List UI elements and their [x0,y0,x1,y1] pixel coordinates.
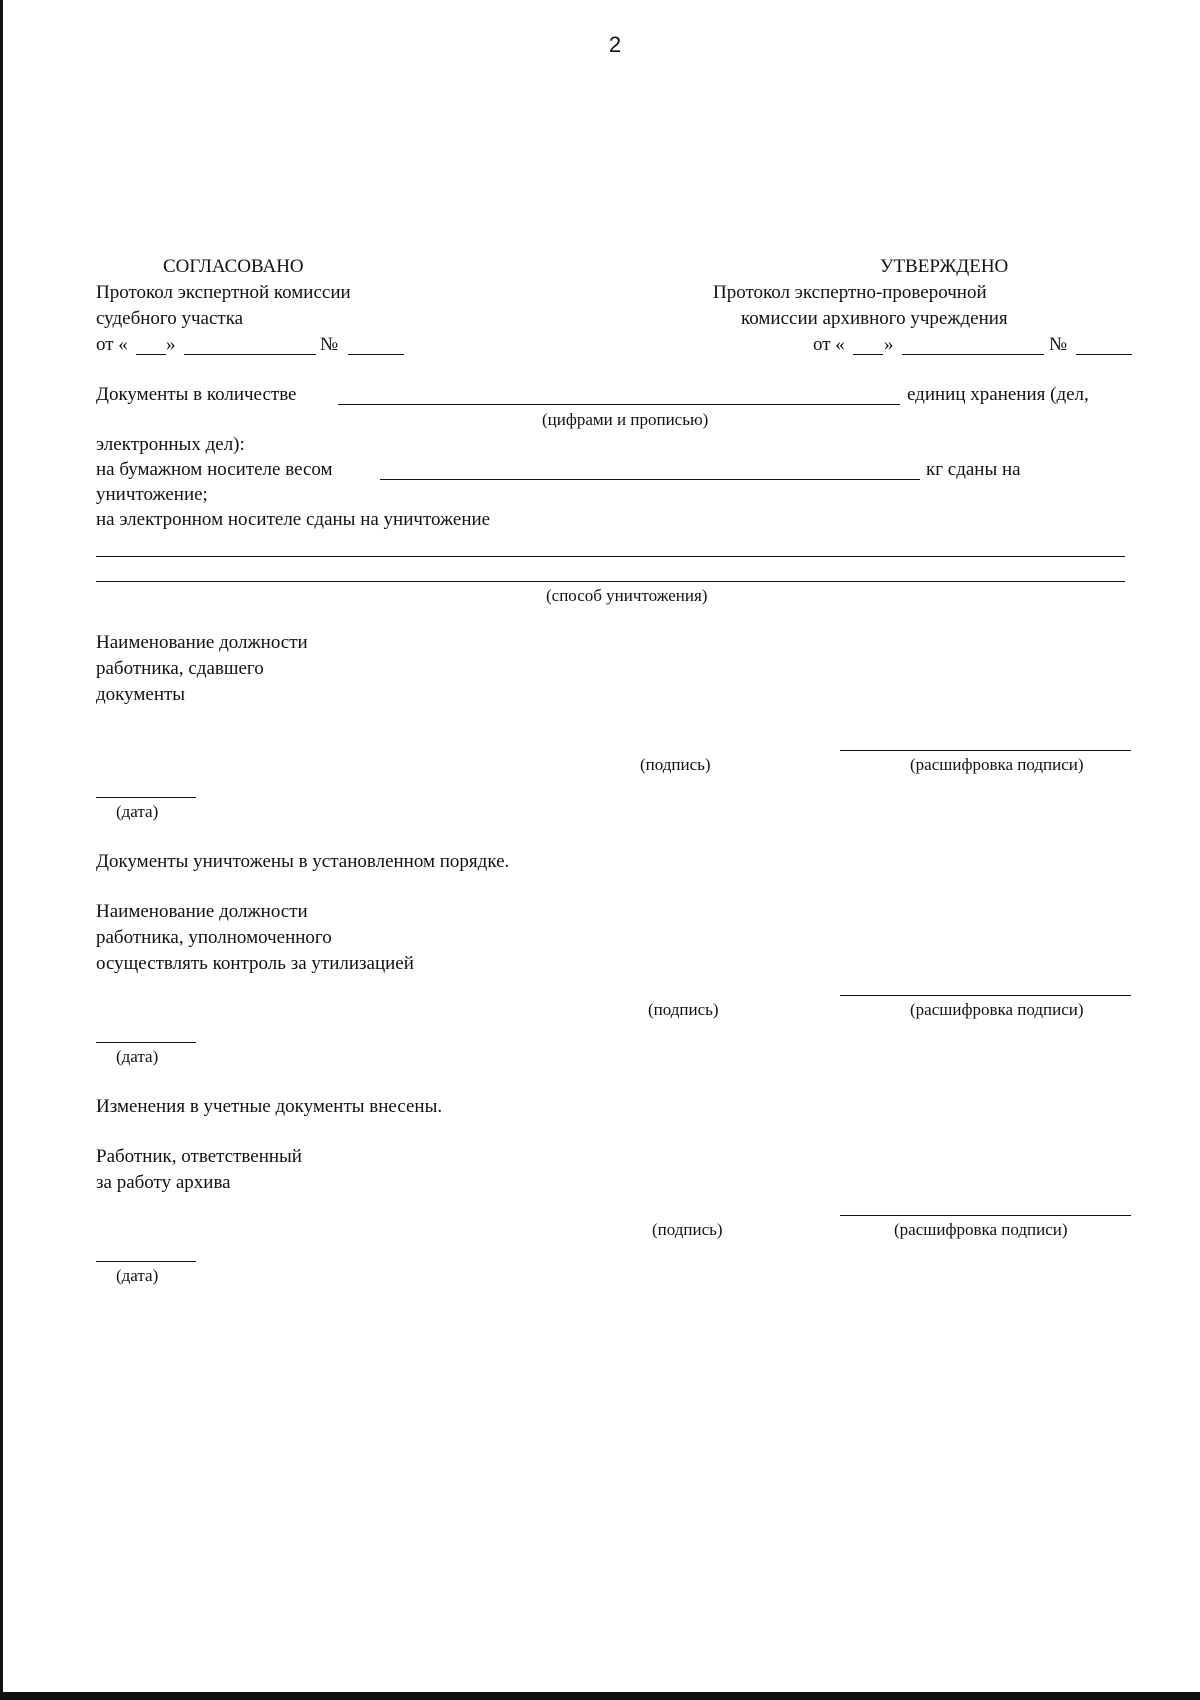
paper-weight-suffix: кг сданы на [926,459,1021,480]
section3-date-label: (дата) [116,1266,159,1285]
section3-decoding-line[interactable] [840,1215,1131,1216]
agreed-line1: Протокол экспертной комиссии [96,282,351,303]
section3-date-line[interactable] [96,1261,196,1262]
section1-date-label: (дата) [116,802,159,821]
electronic-cases-text: электронных дел): [96,434,245,455]
agreed-number-line[interactable] [348,354,404,355]
approved-month-line[interactable] [902,354,1044,355]
section3-decoding-label: (расшифровка подписи) [894,1220,1068,1239]
statement-changes: Изменения в учетные документы внесены. [96,1096,443,1117]
section1-decoding-label: (расшифровка подписи) [910,755,1084,774]
section3-line2: за работу архива [96,1172,231,1193]
section3-signature-label: (подпись) [652,1220,723,1239]
statement-destroyed: Документы уничтожены в установленном порядке. [96,851,510,872]
docs-count-prefix: Документы в количестве [96,384,297,405]
section2-date-label: (дата) [116,1047,159,1066]
approved-number-line[interactable] [1076,354,1132,355]
paper-weight-prefix: на бумажном носителе весом [96,459,333,480]
section2-line1: Наименование должности [96,901,308,922]
section1-line1: Наименование должности [96,632,308,653]
approved-line1: Протокол экспертно-проверочной [713,282,987,303]
section2-line2: работника, уполномоченного [96,927,332,948]
page-left-edge [0,0,3,1700]
section2-signature-label: (подпись) [648,1000,719,1019]
agreed-title: СОГЛАСОВАНО [163,256,304,277]
section2-decoding-label: (расшифровка подписи) [910,1000,1084,1019]
agreed-number-sign: № [320,334,339,355]
section1-line2: работника, сдавшего [96,658,264,679]
approved-from-label: от « [813,334,845,355]
electronic-media-text: на электронном носителе сданы на уничтожение [96,509,491,530]
agreed-day-line[interactable] [136,354,166,355]
approved-line2: комиссии архивного учреждения [741,308,1008,329]
approved-title: УТВЕРЖДЕНО [880,256,1009,277]
section2-date-line[interactable] [96,1042,196,1043]
section2-decoding-line[interactable] [840,995,1131,996]
page-number: 2 [608,32,622,57]
section1-date-line[interactable] [96,797,196,798]
method-line-2[interactable] [96,581,1125,582]
method-hint: (способ уничтожения) [546,586,708,605]
destruction-text: уничтожение; [96,484,208,505]
paper-weight-line[interactable] [380,479,920,480]
agreed-quote-close: » [166,334,176,355]
docs-count-hint: (цифрами и прописью) [542,410,709,429]
agreed-month-line[interactable] [184,354,316,355]
agreed-line2: судебного участка [96,308,244,329]
approved-number-sign: № [1049,334,1068,355]
section1-line3: документы [96,684,186,705]
section1-decoding-line[interactable] [840,750,1131,751]
docs-count-suffix: единиц хранения (дел, [907,384,1089,405]
section1-signature-label: (подпись) [640,755,711,774]
docs-count-line[interactable] [338,404,900,405]
approved-quote-close: » [884,334,894,355]
approved-day-line[interactable] [853,354,883,355]
page-bottom-edge [0,1692,1200,1700]
agreed-from-label: от « [96,334,128,355]
method-line-1[interactable] [96,556,1125,557]
section3-line1: Работник, ответственный [96,1146,302,1167]
section2-line3: осуществлять контроль за утилизацией [96,953,414,974]
